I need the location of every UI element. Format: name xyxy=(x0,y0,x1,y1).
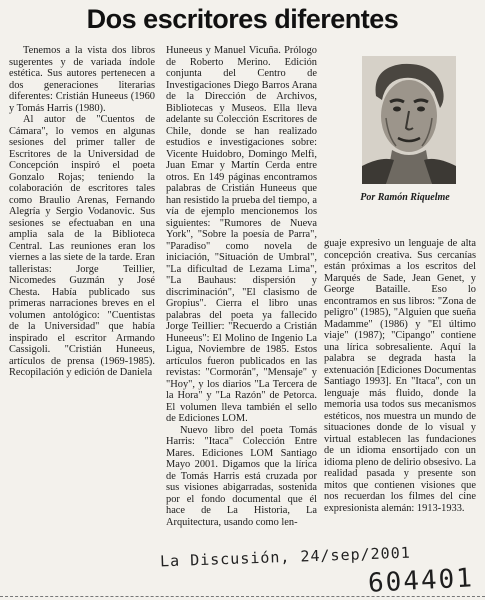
handwritten-source-note: La Discusión, 24/sep/2001 xyxy=(159,543,412,571)
article-title: Dos escritores diferentes xyxy=(86,4,399,34)
article-column-2 xyxy=(166,45,317,545)
article-column-1 xyxy=(9,45,155,378)
paragraph: guaje expresivo un lenguaje de alta concepción creativa. Sus cercanías están próximas a los escritos del Marqués de Sade, Jean Genet, y George Bataille. Eso lo encontramos en sus libros: "Zona de peligro" (1985), "Alguien que sueña Madamme" (1986) y "El último viaje" (1987); "Cipango" contiene una lírica sobresaliente. Aquí la palabra se degrada hasta la extenuación [Ediciones Documentas Santiago 1993]. En "Itaca", con un lenguaje más fluido, donde la memoria usa todos sus mecanismos estéticos, nos muestra un mundo de situaciones donde de lo visual y virtual establecen las fundaciones de un idioma ensortijado con un idioma pleno de delirio obsesivo. La realidad pasada y presente son mitos que contienen visiones que nos recuerdan los filmes del cine expresionista alemán: 1913-1933. xyxy=(324,238,476,514)
archive-stamp-number: 604401 xyxy=(367,563,475,599)
paragraph: Al autor de "Cuentos de Cámara", lo vemos en algunas sesiones del primer taller de Escritores de la Universidad de Concepción inspiró el poeta Gonzalo Rojas; teniendo la colaboración de escritores tales como Braulio Arenas, Fernando Alegría y Sergio Vodanovic. Sus sesiones se efectuaban en una amplia sala de la Biblioteca Central. Las reuniones eran los viernes a las siete de la tarde. Eran talleristas: Jorge Teillier, Nicomedes Guzmán y José Chesta. Había publicado sus primeras narraciones breves en el volumen antológico: "Cuentistas de la Universidad" que había inspirado el escritor Armando Cassigoli. "Cristián Huneeus, artículos de prensa (1969-1985). Recopilación y edición de Daniela xyxy=(9,114,155,378)
paragraph: Nuevo libro del poeta Tomás Harris: "Itaca" Colección Entre Mares. Ediciones LOM Santiago Mayo 2001. Digamos que la lírica de Tomás Harris está cruzada por sus visiones abigarradas, sostenida por el fondo documental que él hace de La Historia, La Arquitectura, usando como len- xyxy=(166,424,317,528)
photo-caption: Por Ramón Riquelme xyxy=(360,192,450,203)
portrait-image xyxy=(362,56,456,184)
paragraph: Huneeus y Manuel Vicuña. Prólogo de Roberto Merino. Edición conjunta del Centro de Investigaciones Diego Barros Arana de la Dirección de Archivos, Bibliotecas y Museos. Ella lleva adelante su Colección Escritores de Chile, donde se han realizado estudios e investigaciones sobre: Vicente Huidobro, Domingo Melfi, Juan Emar y Martín Cerda entre otros. En 149 páginas encontramos palabras de Cristián Huneeus que han resistido la prueba del tiempo, a vía de ejemplo mencionemos los siguientes: "Rumores de Nueva York", "Sobre la poesía de Parra", "Paradiso" como novela de iniciación, "Situación de Umbral", "La dificultad de Lezama Lima", "La Bauhaus: dispersión y discriminación", "El clasismo de Gropius". Cierra el libro unas palabras del poeta ya fallecido Jorge Teillier: "Recuerdo a Cristián Huneeus": El Molino de Ingenio La Ligua, Noviembre de 1985. Estos artículos fueron publicados en las revistas: "Cormorán", "Mensaje" y "Hoy", y los diarios "La Tercera de la Hora" y "La Razón" de Petorca. El volumen lleva también el sello de Ediciones LOM. xyxy=(166,45,317,424)
article-column-3 xyxy=(324,238,476,558)
cut-line xyxy=(0,596,485,597)
author-portrait-photo xyxy=(362,56,456,184)
paragraph: Tenemos a la vista dos libros sugerentes y de variada índole estética. Sus autores pertenecen a dos generaciones literarias diferentes: Cristián Huneeus (1960 y Tomás Harris (1980). xyxy=(9,45,155,114)
